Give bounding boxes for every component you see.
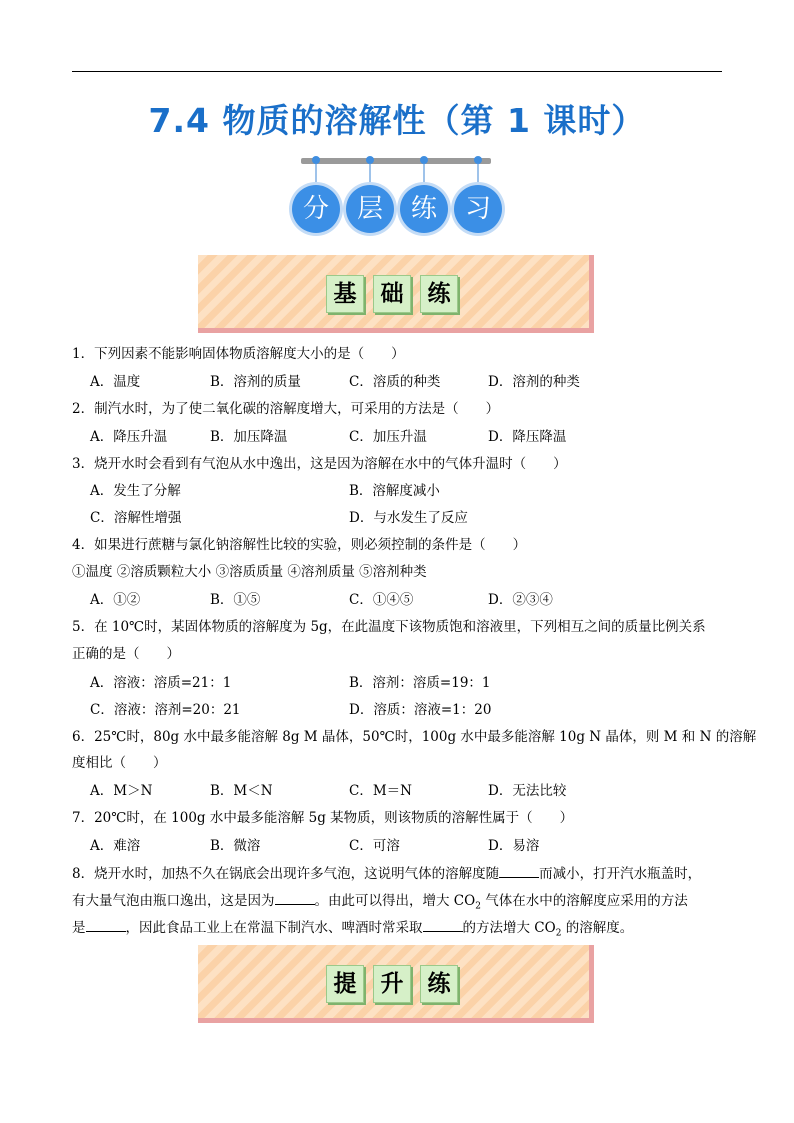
q8-text: 而减小，打开汽水瓶盖时， [539,866,702,882]
answer-blank[interactable] [499,864,539,878]
option: A．难溶 [90,838,141,854]
question-8-line2 [72,891,688,916]
banner-char: 练 [420,965,458,1003]
option: C．溶液：溶剂=20：21 [90,702,241,718]
answer-blank[interactable] [86,918,126,932]
option: C．可溶 [349,838,400,854]
option: A．溶液：溶质=21：1 [90,675,232,691]
option: C．M＝N [349,783,412,799]
layer-char: 分 [292,185,340,233]
question-stem: 6．25℃时，80g 水中最多能溶解 8g M 晶体，50℃时，100g 水中最多能溶解 10g N 晶体，则 M 和 N 的溶解 [72,729,757,745]
question-stem: 1．下列因素不能影响固体物质溶解度大小的是（ ） [72,346,405,362]
question-8-line3 [72,918,633,943]
section-banner-advanced [198,945,594,1023]
option: D．易溶 [488,838,540,854]
option: D．②③④ [488,592,553,608]
layer-char: 层 [346,185,394,233]
option: B．溶解度减小 [349,483,440,499]
option: C．溶解性增强 [90,510,182,526]
question-conditions: ①温度 ②溶质颗粒大小 ③溶质质量 ④溶剂质量 ⑤溶剂种类 [72,564,427,580]
q8-text: 8．烧开水时，加热不久在锅底会出现许多气泡，这说明气体的溶解度随 [72,866,500,882]
question-stem: 7．20℃时，在 100g 水中最多能溶解 5g 某物质，则该物质的溶解性属于（ ） [72,810,574,826]
banner-char: 练 [420,275,458,313]
q8-text: 有大量气泡由瓶口逸出，这是因为 [72,893,275,909]
q8-text: ，因此食品工业上在常温下制汽水、啤酒时常采取 [125,920,423,936]
option: A．发生了分解 [90,483,181,499]
option: D．与水发生了反应 [349,510,468,526]
q8-text: 的溶解度。 [561,920,634,936]
header-rule [72,71,722,72]
option: D．溶剂的种类 [488,374,580,390]
hanger-dot [312,156,320,164]
layer-char: 习 [454,185,502,233]
section-banner-basic [198,255,594,333]
option: A．降压升温 [90,429,168,445]
option: B．M＜N [210,783,273,799]
banner-char: 提 [326,965,364,1003]
hanger-bar [301,158,491,164]
subscript: 2 [555,928,562,939]
hanger-dot [366,156,374,164]
q8-text: 是 [72,920,86,936]
option: C．①④⑤ [349,592,414,608]
option: B．微溶 [210,838,261,854]
option: A．M＞N [90,783,153,799]
option: D．溶质：溶液=1：20 [349,702,492,718]
subscript: 2 [475,901,481,912]
banner-char: 础 [373,275,411,313]
q8-text: 气体在水中的溶解度应采用的方法 [480,893,688,909]
option: B．①⑤ [210,592,261,608]
question-stem: 5．在 10℃时，某固体物质的溶解度为 5g，在此温度下该物质饱和溶液里，下列相互之间的质量比例关系 [72,619,706,635]
hanger-dot [420,156,428,164]
option: D．无法比较 [488,783,567,799]
banner-char: 基 [326,275,364,313]
layer-char: 练 [400,185,448,233]
question-stem-cont: 度相比（ ） [72,755,167,771]
option: C．溶质的种类 [349,374,441,390]
q8-text: 的方法增大 CO [462,920,556,936]
question-stem: 4．如果进行蔗糖与氯化钠溶解性比较的实验，则必须控制的条件是（ ） [72,537,527,553]
q8-text: 。由此可以得出，增大 CO [314,893,476,909]
question-stem: 2．制汽水时，为了使二氧化碳的溶解度增大，可采用的方法是（ ） [72,401,500,417]
option: A．①② [90,592,141,608]
answer-blank[interactable] [423,918,463,932]
page-title: 7.4 物质的溶解性（第 1 课时） [148,101,646,140]
option: A．温度 [90,374,141,390]
question-stem-cont: 正确的是（ ） [72,646,180,662]
option: C．加压升温 [349,429,427,445]
question-stem: 3．烧开水时会看到有气泡从水中逸出，这是因为溶解在水中的气体升温时（ ） [72,456,567,472]
hanger-dot [474,156,482,164]
option: B．溶剂的质量 [210,374,301,390]
option: B．加压降温 [210,429,288,445]
option: D．降压降温 [488,429,567,445]
option: B．溶剂：溶质=19：1 [349,675,491,691]
banner-char: 升 [373,965,411,1003]
answer-blank[interactable] [275,891,315,905]
question-8-line1 [72,864,701,883]
